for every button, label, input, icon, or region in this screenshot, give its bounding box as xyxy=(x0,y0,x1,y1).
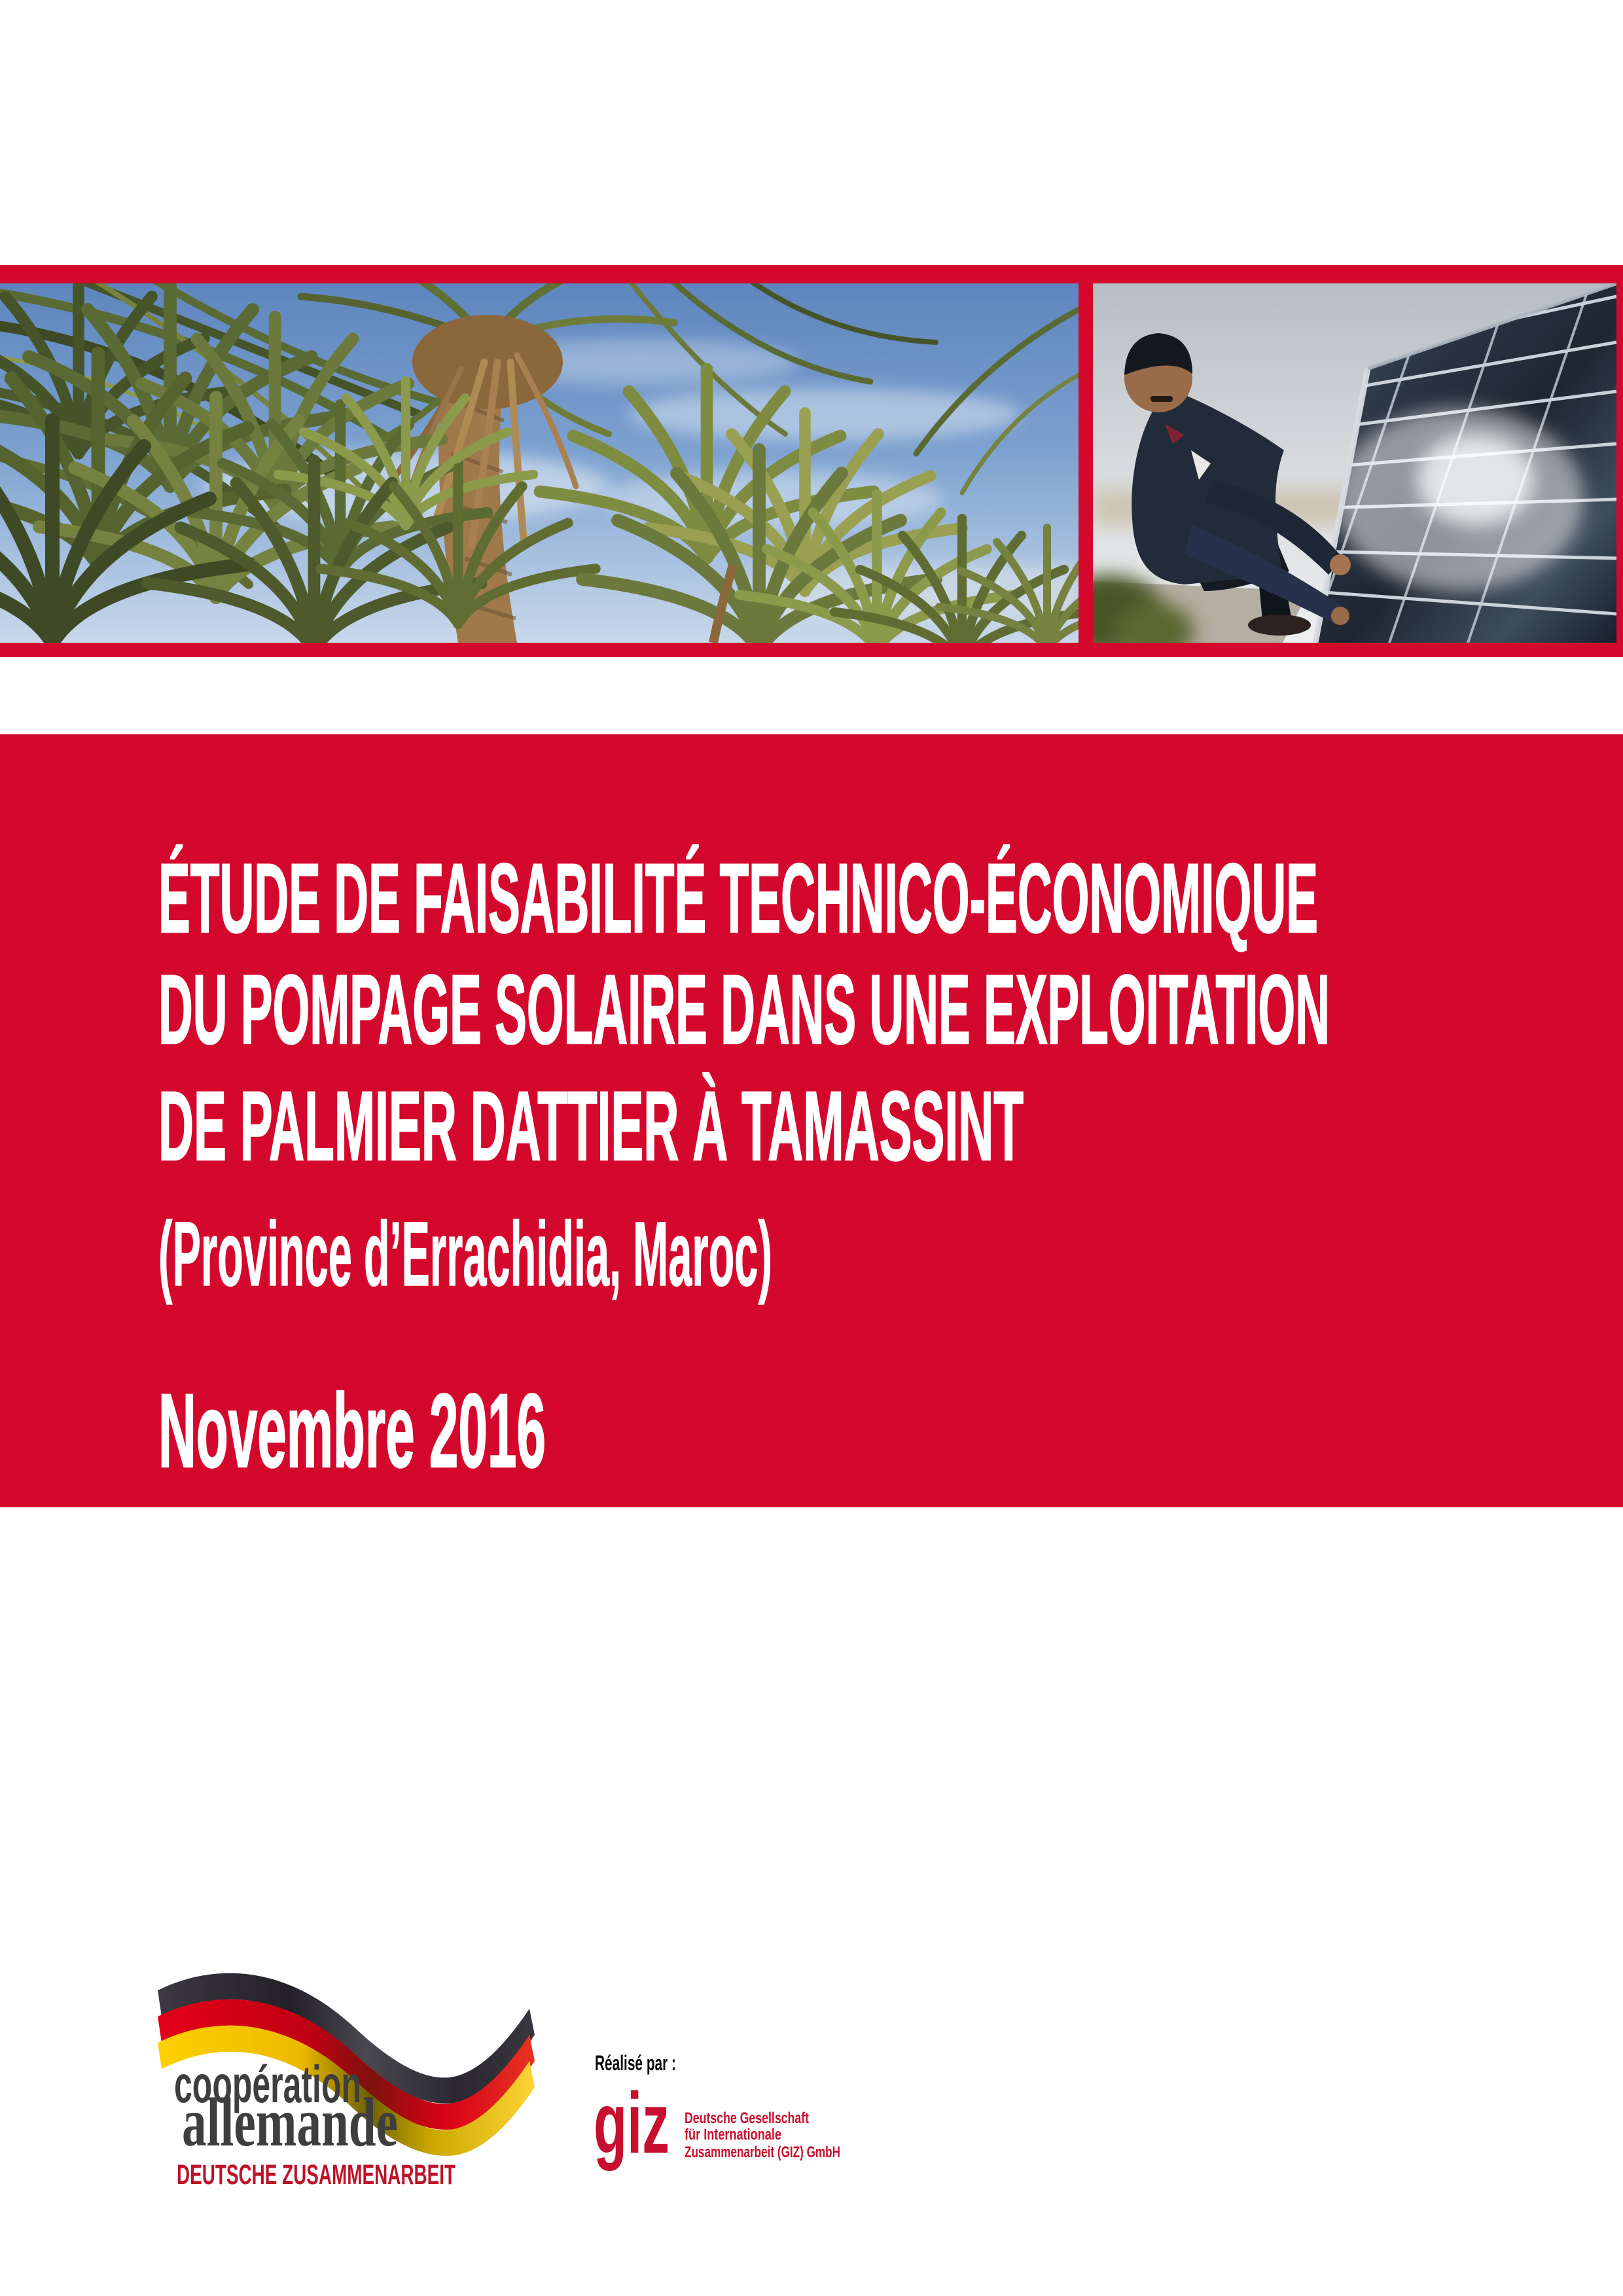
solar-panel-technician-photo xyxy=(1093,283,1616,643)
giz-wordmark-text: giz xyxy=(594,2075,669,2171)
title-line-2-text: DU POMPAGE SOLAIRE DANS UNE EXPLOITATION xyxy=(158,954,1330,1064)
giz-name-line3: Zusammenarbeit (GIZ) GmbH xyxy=(685,2144,840,2161)
giz-name-line2: für Internationale xyxy=(685,2126,781,2144)
cooperation-tagline-text: DEUTSCHE ZUSAMMENARBEIT xyxy=(177,2160,456,2191)
title-line-3 xyxy=(157,1065,1031,1196)
sun-reflection xyxy=(1335,408,1584,591)
hand xyxy=(1331,607,1349,625)
footer-logos xyxy=(0,1957,1623,2232)
credit-label-text: Réalisé par : xyxy=(595,2051,676,2075)
date-text: Novembre 2016 xyxy=(158,1372,546,1489)
subtitle-line xyxy=(157,1191,779,1321)
subtitle-text: (Province d’Errachidia, Maroc) xyxy=(158,1202,772,1305)
giz-wordmark xyxy=(592,2075,677,2174)
title-line-1-text: ÉTUDE DE FAISABILITÉ TECHNICO-ÉCONOMIQUE xyxy=(158,843,1318,953)
cooperation-word-top-text: coopération xyxy=(174,2060,361,2113)
giz-name-line1: Deutsche Gesellschaft xyxy=(685,2109,809,2127)
cooperation-word-bottom xyxy=(181,2089,406,2164)
title-block xyxy=(0,734,1623,1507)
shoe xyxy=(1248,615,1311,636)
cooperation-tagline xyxy=(175,2158,459,2195)
palm-grove-photo xyxy=(0,283,1079,643)
cooperation-word-bottom-text: allemande xyxy=(182,2089,398,2161)
photo-banner xyxy=(0,265,1623,657)
title-line-3-text: DE PALMIER DATTIER À TAMASSINT xyxy=(158,1071,1024,1181)
date-line xyxy=(157,1369,553,1506)
hand xyxy=(1330,554,1351,575)
mustache xyxy=(1150,396,1173,402)
title-line-2 xyxy=(157,948,1335,1079)
giz-company-name xyxy=(683,2101,847,2163)
